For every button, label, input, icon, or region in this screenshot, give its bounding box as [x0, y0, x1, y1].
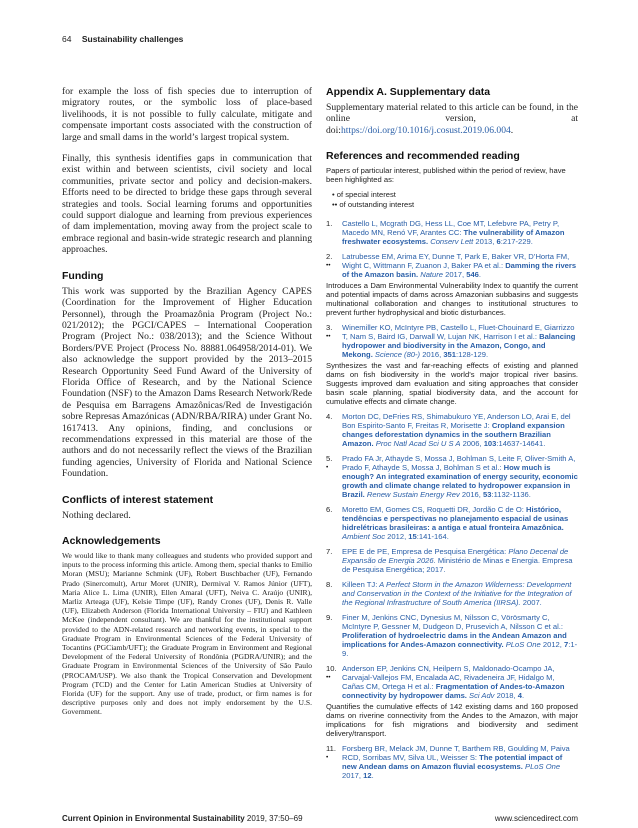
reference-annotation: Quantifies the cumulative effects of 142 existing dams and 160 proposed dams on riverine connectivity from the Andes to the Amazon, with major implications for fish migrations and biodiversity and sediment delivery/transport.	[326, 702, 578, 739]
reference-year[interactable]: Ministério de Minas e Energia. Empresa de Pesquisa Energética; 2017.	[342, 556, 573, 575]
reference-title[interactable]: The potential impact of new Andean dams on Amazon fluvial ecosystems.	[342, 753, 563, 772]
reference-number: 4.	[326, 412, 333, 422]
interest-marker: •	[326, 464, 329, 472]
reference-authors[interactable]: Winemiller KO, McIntyre PB, Castello L, Fluet-Chouinard E, Giarrizzo T, Nam S, Baird IG, Darwall W, Lujan NK, Harrison I et al.:	[342, 323, 575, 342]
page-number: 64	[62, 34, 72, 44]
reference-list	[326, 219, 578, 780]
reference-item	[326, 252, 578, 279]
reference-title[interactable]: Balancing hydropower and biodiversity in the Amazon, Congo, and Mekong.	[342, 332, 576, 360]
reference-journal[interactable]: Plano Decenal de Expansão de Energia 2026.	[342, 547, 569, 566]
interest-marker: ••	[326, 262, 331, 270]
reference-item	[326, 547, 578, 574]
reference-authors[interactable]: EPE E de PE, Empresa de Pesquisa Energética:	[342, 547, 507, 557]
reference-pages[interactable]: :1132-1136.	[491, 490, 531, 500]
reference-journal[interactable]: Nature	[418, 270, 443, 280]
footer-site: www.sciencedirect.com	[494, 814, 578, 823]
reference-pages[interactable]: .	[521, 691, 525, 701]
paragraph: Finally, this synthesis identifies gaps in communication that exist within and between scientists, civil society and local communities, private sector and policy and decision-makers. Efforts need to be directed to bridge these gaps through several strategies and tools. Social learning forums and opportunities could support dialogue and learning from previous experiences of dam implementation, moving away from the project scale to embrace regional and basin-wide strategic research and planning approaches.	[62, 153, 312, 256]
reference-authors[interactable]: Latrubesse EM, Arima EY, Dunne T, Park E, Baker VR, D’Horta FM, Wight C, Wittmann F, Zuanon J, Baker PA et al.:	[342, 252, 570, 271]
reference-annotation: Introduces a Dam Environmental Vulnerability Index to quantify the current and potential impacts of dams across Amazonian subbasins and suggests multinational collaboration and changes to institutional structures to prevent further hydrophysical and biotic disturbances.	[326, 281, 578, 318]
legend-outstanding: •• of outstanding interest	[332, 200, 415, 210]
reference-journal[interactable]: Conserv Lett	[428, 237, 474, 247]
reference-item	[326, 323, 578, 359]
reference-authors[interactable]: Moretto EM, Gomes CS, Roquetti DR, Jordão C de O:	[342, 505, 524, 515]
funding-text: This work was supported by the Brazilian Agency CAPES (Coordination for the Improvement of Higher Education Personnel), through the Proamazônia Program (Project No.: 021/2012); the PGCI/CAPES – International Cooperation Program (Project No.: 038/2013); and the Science Without Borders/PVE Project (Process No. 88881.064958/2014-01). We also acknowledge the support provided by the 2013–2015 Research Opportunity Seed Fund Award of the University of Florida Office of Research, and by the National Science Foundation (NSF) to the Amazon Dams Research Network/Rede de Pesquisa em Barragens Amazônicas/Red de Investigación sobre Represas Amazónicas (ADN/RBA/RIRA) under Grant No. 1617413. Any opinions, finding, and conclusions or recommendations expressed in this material are those of the authors and do not necessarily reflect the views of the Brazilian funding agencies, University of Florida and National Science Foundation.	[62, 285, 312, 480]
reference-volume[interactable]: 4	[517, 691, 522, 701]
reference-pages[interactable]: .	[478, 270, 482, 280]
footer-citation: Current Opinion in Environmental Sustainability 2019, 37:50–69	[62, 814, 303, 823]
reference-pages[interactable]: :141-164.	[416, 532, 449, 542]
reference-authors[interactable]: Forsberg BR, Melack JM, Dunne T, Barthem RB, Goulding M, Paiva RCD, Sorribas MV, Silva UL, Weisser S:	[342, 744, 570, 763]
reference-item	[326, 580, 578, 607]
left-column	[62, 86, 312, 717]
reference-item	[326, 219, 578, 246]
reference-number: 2.	[326, 252, 333, 262]
reference-number: 7.	[326, 547, 333, 557]
reference-item	[326, 505, 578, 541]
reference-authors[interactable]: Killeen TJ:	[342, 580, 378, 590]
reference-year[interactable]: 2012,	[385, 532, 409, 542]
reference-year[interactable]: 2006,	[460, 439, 484, 449]
appendix-text: Supplementary material related to this article can be found, in the online version, at doi:https://doi.org/10.1016/j.cosust.2019.06.004.	[326, 102, 578, 136]
funding-heading: Funding	[62, 269, 104, 282]
reference-volume[interactable]: 7	[564, 640, 569, 650]
reference-title[interactable]: Cropland expansion changes deforestation dynamics in the southern Brazilian Amazon.	[342, 421, 565, 449]
reference-year[interactable]: 2017,	[443, 270, 467, 280]
reference-volume[interactable]: 15	[408, 532, 417, 542]
reference-journal[interactable]: Science (80-)	[372, 350, 421, 360]
reference-title[interactable]: The vulnerability of Amazon freshwater ecosystems.	[342, 228, 565, 247]
references-heading: References and recommended reading	[326, 150, 520, 163]
reference-pages[interactable]: :14637-14641.	[496, 439, 546, 449]
interest-marker: ••	[326, 333, 331, 341]
reference-item	[326, 664, 578, 700]
reference-journal[interactable]: Sci Adv	[466, 691, 495, 701]
reference-year[interactable]: 2016,	[420, 350, 444, 360]
reference-journal[interactable]: A Perfect Storm in the Amazon Wilderness: Development and Conservation in the Context of the Initiative for the Integration of the Regional Infrastructure of South America (IIRSA).	[342, 580, 572, 608]
reference-pages[interactable]: :217-229.	[500, 237, 533, 247]
right-column	[326, 86, 578, 786]
running-header	[62, 34, 183, 44]
reference-pages[interactable]: .	[371, 771, 374, 781]
reference-journal[interactable]: Ambient Soc	[342, 532, 386, 542]
reference-journal[interactable]: PLoS One	[503, 640, 541, 650]
reference-volume[interactable]: 53	[483, 490, 492, 500]
reference-volume[interactable]: 12	[363, 771, 372, 781]
reference-number: 1.	[326, 219, 333, 229]
references-legend	[332, 190, 578, 209]
doi-link[interactable]: https://doi.org/10.1016/j.cosust.2019.06.004	[340, 124, 511, 136]
reference-authors[interactable]: Castello L, Mcgrath DG, Hess LL, Coe MT, Lefebvre PA, Petry P, Macedo MN, Renó VF, Arantes CC:	[342, 219, 560, 238]
reference-volume[interactable]: 103	[483, 439, 497, 449]
reference-number: 6.	[326, 505, 333, 515]
reference-number: 11.	[326, 744, 336, 754]
reference-journal[interactable]: Renew Sustain Energy Rev	[364, 490, 460, 500]
reference-title[interactable]: Proliferation of hydroelectric dams in the Andean Amazon and implications for Andes-Amazon connectivity.	[342, 631, 567, 650]
reference-authors[interactable]: Finer M, Jenkins CNC, Dynesius M, Nilsson C, Vörösmarty C, McIntyre P, Gessner M, Dudgeon D, Prusevich A, Nilsson C et al.:	[342, 613, 564, 632]
footer	[62, 814, 578, 823]
reference-journal[interactable]: Proc Natl Acad Sci U S A	[373, 439, 461, 449]
reference-year[interactable]: 2016,	[459, 490, 484, 500]
reference-year[interactable]: 2017,	[342, 771, 364, 781]
reference-pages[interactable]: :1-9.	[342, 640, 578, 659]
reference-number: 10.	[326, 664, 337, 674]
acknowledgements-heading: Acknowledgements	[62, 535, 161, 547]
reference-item	[326, 454, 578, 499]
reference-authors[interactable]: Morton DC, DeFries RS, Shimabukuro YE, Anderson LO, Arai E, del Bon Espirito-Santo F, Freitas R, Morisette J:	[342, 412, 571, 431]
interest-marker: •	[326, 754, 329, 762]
coi-text: Nothing declared.	[62, 509, 131, 521]
reference-authors[interactable]: Anderson EP, Jenkins CN, Heilpern S, Maldonado-Ocampo JA, Carvajal-Vallejos FM, Encalada AC, Rivadeneira JF, Hidalgo M, Cañas CM, Ortega H et al.:	[342, 664, 555, 692]
acknowledgements-text: We would like to thank many colleagues and students who provided support and inputs to the process informing this article. Among them, special thanks to Emilio Moran (MSU); Marianne Schmink (UF), Robert Buschbacher (UF), Fernando Prado (Sinercomult), Artur Moret (UNIR), Dermival V. Ramos Júnior (UFT), Maria Alice L. Lima (UNIR), Ellen Amaral (UFT), Neiva C. Araújo (UNIR), Marliz Arteaga (UF), Kelsie Timpe (UF), Randy Crones (UF), Denis R. Valle (UF), Elizabeth Anderson (Florida International University – FIU) and Kathleen McKee (independent consultant). We are thankful for the institutional support provided to the ADN-related research and networking events, in special to the Graduate Program in Environmental Sciences of the Federal University of Tocantins (PGCiamb/UFT); the Graduate Program in Environment and Regional Development of the Federal University of Rondônia (PGDRA/UNIR); and the Graduate Program in Environmental Sciences of the University of São Paulo (PROCAM/USP). We also thank the Tropical Conservation and Development Program (TCD) and the Center for Latin American Studies at University of Florida (UF) for the support. Any use of trade, product, or firm names is for descriptive purposes only and does not imply endorsement by the U.S. Government.	[62, 551, 312, 717]
reference-year[interactable]: 2018,	[494, 691, 518, 701]
reference-item	[326, 744, 578, 780]
reference-title[interactable]: Damming the rivers of the Amazon basin.	[342, 261, 577, 280]
reference-journal[interactable]: PLoS One	[522, 762, 561, 772]
legend-special: • of special interest	[332, 190, 396, 200]
reference-number: 9.	[326, 613, 333, 623]
reference-year[interactable]: 2007.	[520, 598, 542, 608]
appendix-heading: Appendix A. Supplementary data	[326, 86, 491, 98]
reference-title[interactable]: Fragmentation of Andes-to-Amazon connectivity by hydropower dams.	[342, 682, 565, 701]
reference-number: 8.	[326, 580, 333, 590]
reference-number: 5.	[326, 454, 333, 464]
reference-pages[interactable]: :128-129.	[456, 350, 489, 360]
coi-heading: Conflicts of interest statement	[62, 493, 214, 506]
reference-volume[interactable]: 351	[443, 350, 456, 360]
interest-marker: ••	[326, 674, 331, 682]
reference-item	[326, 613, 578, 658]
reference-volume[interactable]: 6	[496, 237, 501, 247]
reference-authors[interactable]: Prado FA Jr, Athayde S, Mossa J, Bohlman S, Leite F, Oliver-Smith A, Prado F, Athayde S, Mossa J, Bohlman S et al.:	[342, 454, 576, 473]
section-title: Sustainability challenges	[81, 34, 184, 44]
reference-title[interactable]: Histórico, tendências e perspectivas no planejamento espacial de usinas hidrelétricas brasileiras: a antiga e atual fronteira Amazônica.	[342, 505, 569, 533]
paragraph: for example the loss of fish species due to interruption of migratory routes, or the symbolic loss of place-based livelihoods, it is not possible to fully calculate, mitigate and compensate important costs associated with the construction of large and small dams in the world’s largest tropical system.	[62, 86, 312, 143]
reference-item	[326, 412, 578, 448]
reference-annotation: Synthesizes the vast and far-reaching effects of existing and planned dams on fish biodiversity in the world’s major tropical river basins. Suggests improved dam evaluation and siting approaches that consider basin scale planning, spatial biodiversity data, and the account for cumulative effects and climate change.	[326, 361, 578, 407]
references-intro: Papers of particular interest, published within the period of review, have been highlighted as:	[326, 166, 566, 185]
reference-year[interactable]: 2012,	[540, 640, 564, 650]
reference-title[interactable]: How much is enough? An integrated examination of energy security, economic growth and climate change related to hydropower expansion in Brazil.	[342, 463, 578, 500]
reference-volume[interactable]: 546	[466, 270, 479, 280]
reference-number: 3.	[326, 323, 333, 333]
reference-year[interactable]: 2013,	[473, 237, 497, 247]
